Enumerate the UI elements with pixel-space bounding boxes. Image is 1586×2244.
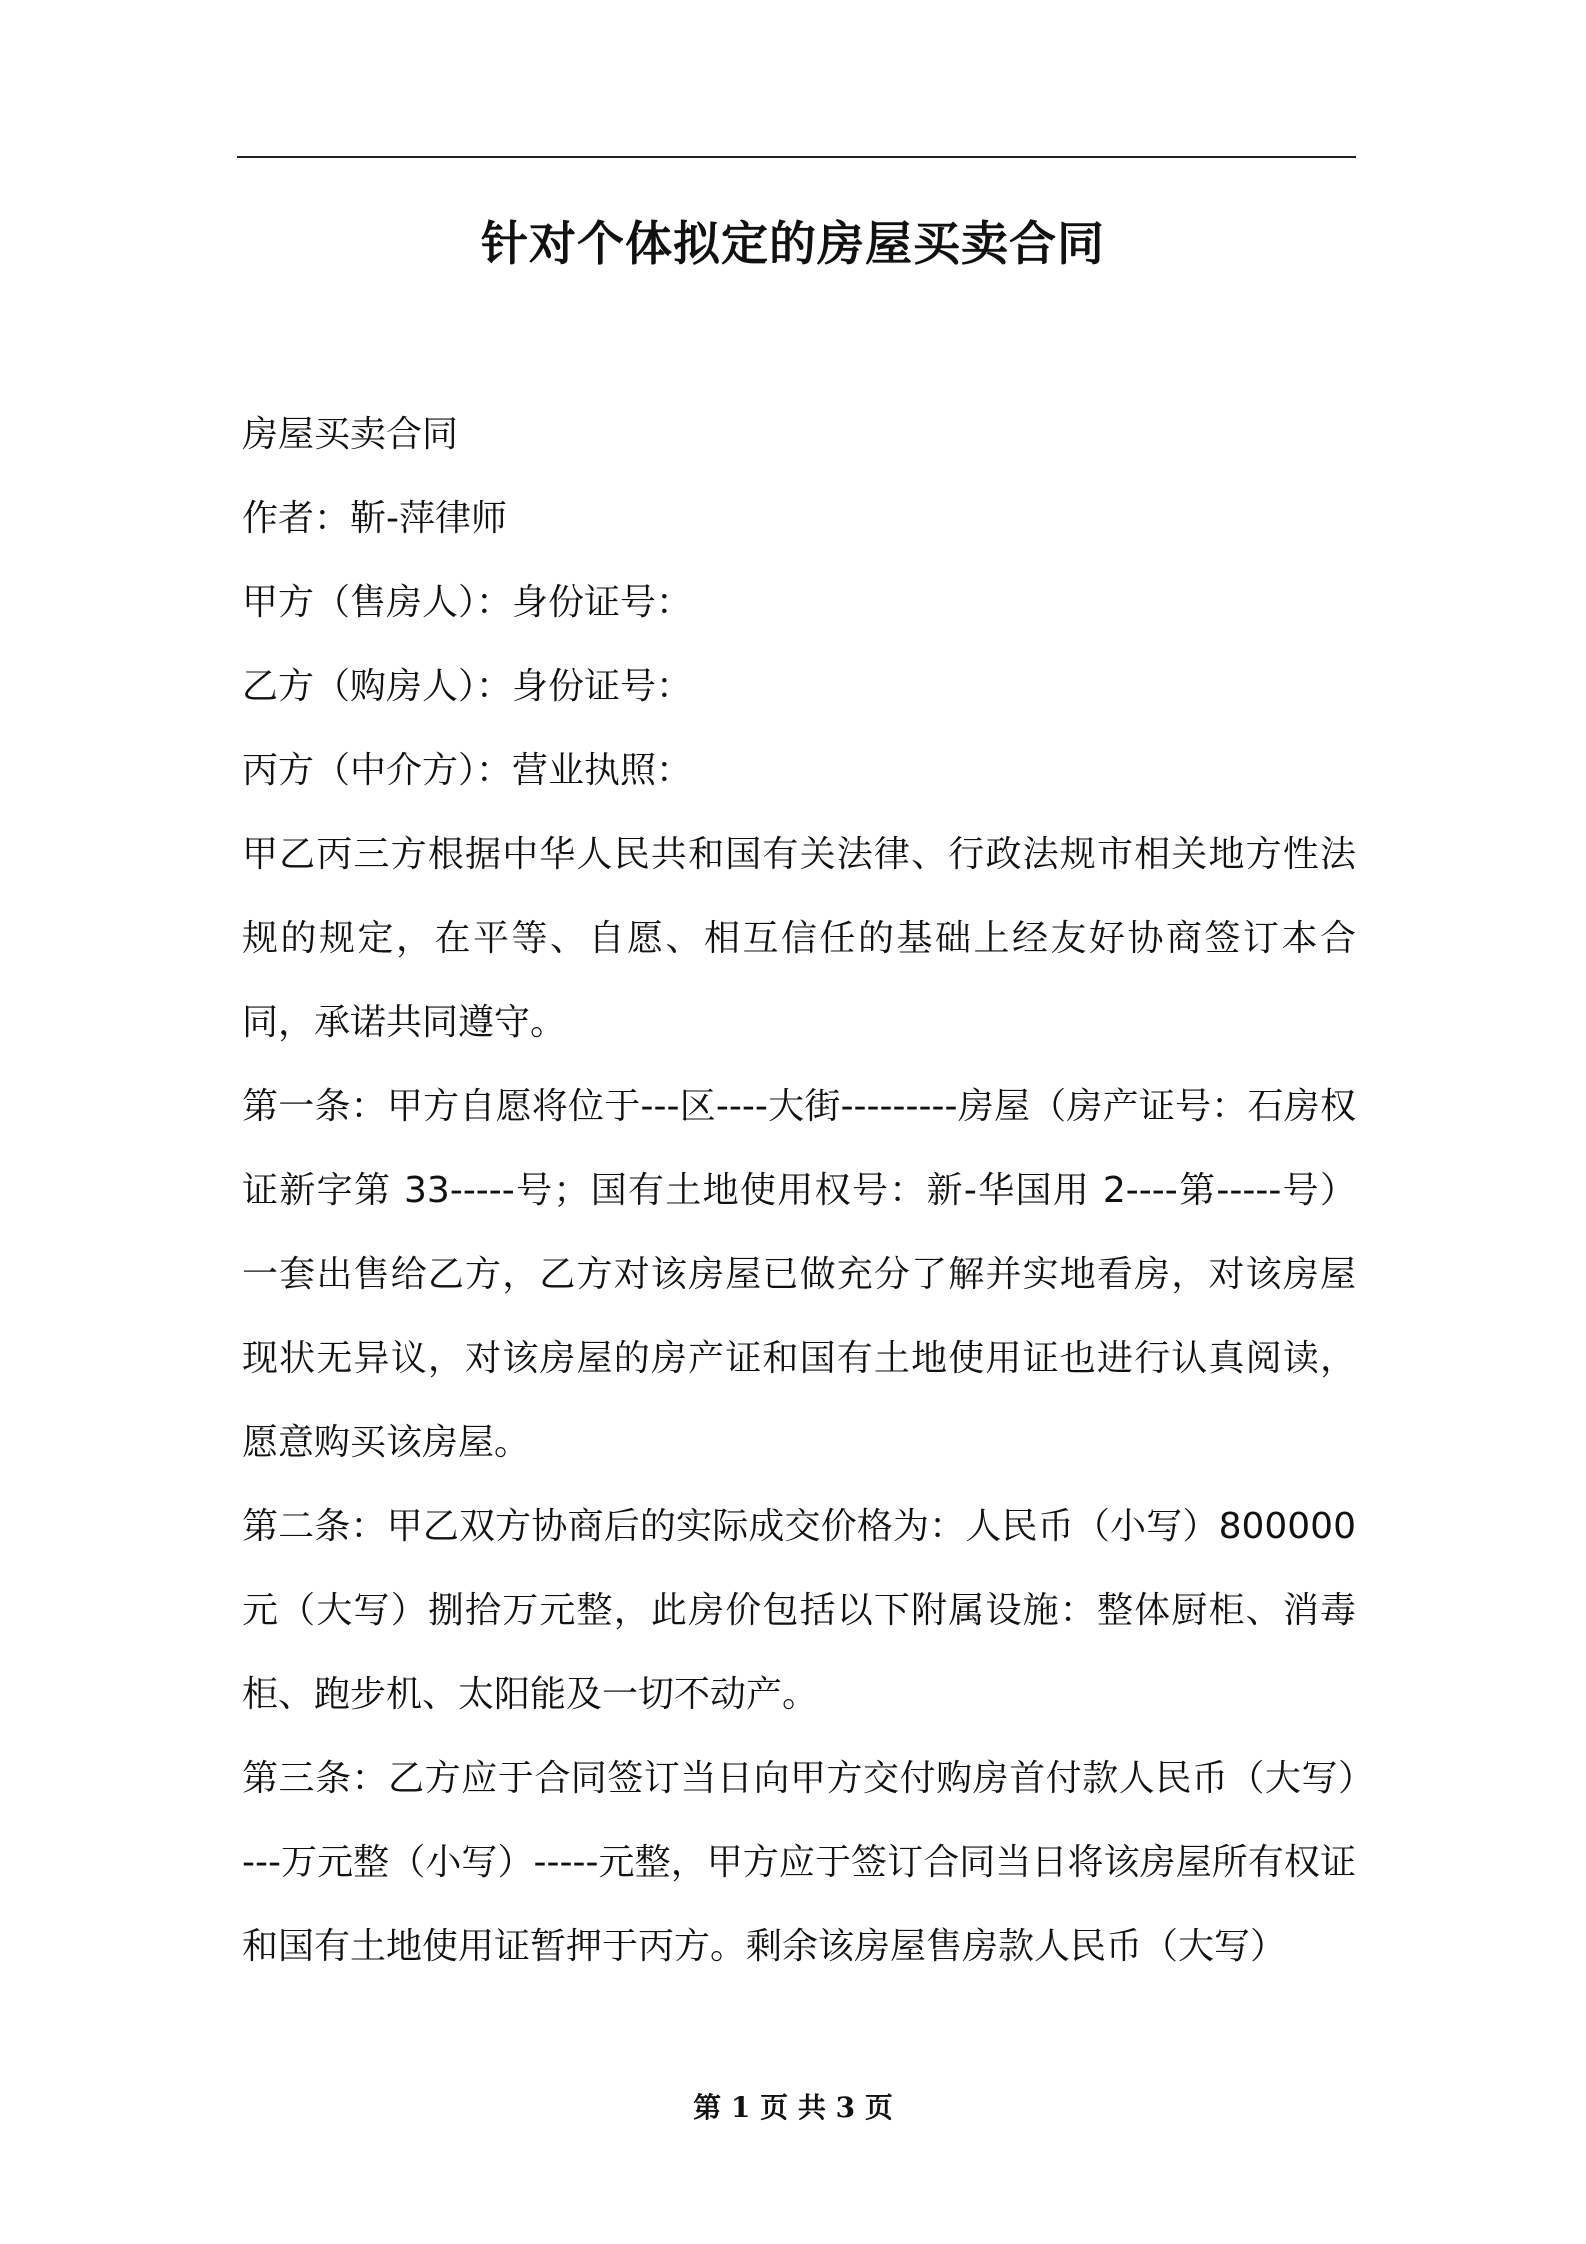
article-2-paragraph: 第二条：甲乙双方协商后的实际成交价格为：人民币（小写）800000 元（大写）捌拾万元整，此房价包括以下附属设施：整体厨柜、消毒柜、跑步机、太阳能及一切不动产。 bbox=[242, 1506, 1356, 1715]
article-1-paragraph: 第一条：甲方自愿将位于---区----大街---------房屋（房产证号：石房权证新字第 33-----号；国有土地使用权号：新-华国用 2----第-----号）一套出售给乙方，乙方对该房屋已做充分了解并实地看房，对该房屋现状无异议，对该房屋的房产证和国有土地使用证也进行认真阅读，愿意购买该房屋。 bbox=[242, 1086, 1356, 1463]
document-body bbox=[242, 393, 1356, 1989]
header-rule bbox=[237, 156, 1356, 158]
document-title: 针对个体拟定的房屋买卖合同 bbox=[481, 217, 1105, 272]
party-b-line: 乙方（购房人）：身份证号： bbox=[242, 666, 693, 707]
preamble-paragraph: 甲乙丙三方根据中华人民共和国有关法律、行政法规市相关地方性法规的规定，在平等、自愿、相互信任的基础上经友好协商签订本合同，承诺共同遵守。 bbox=[242, 834, 1356, 1043]
party-a-line: 甲方（售房人）：身份证号： bbox=[242, 582, 693, 623]
contract-heading: 房屋买卖合同 bbox=[242, 414, 459, 455]
party-c-line: 丙方（中介方）：营业执照： bbox=[242, 750, 693, 791]
article-3-paragraph: 第三条：乙方应于合同签订当日向甲方交付购房首付款人民币（大写）---万元整（小写）-----元整，甲方应于签订合同当日将该房屋所有权证和国有土地使用证暂押于丙方。剩余该房屋售房款人民币（大写） bbox=[242, 1758, 1356, 1967]
author-line: 作者：靳-萍律师 bbox=[242, 498, 507, 539]
page-number: 第 1 页 共 3 页 bbox=[693, 2091, 893, 2124]
